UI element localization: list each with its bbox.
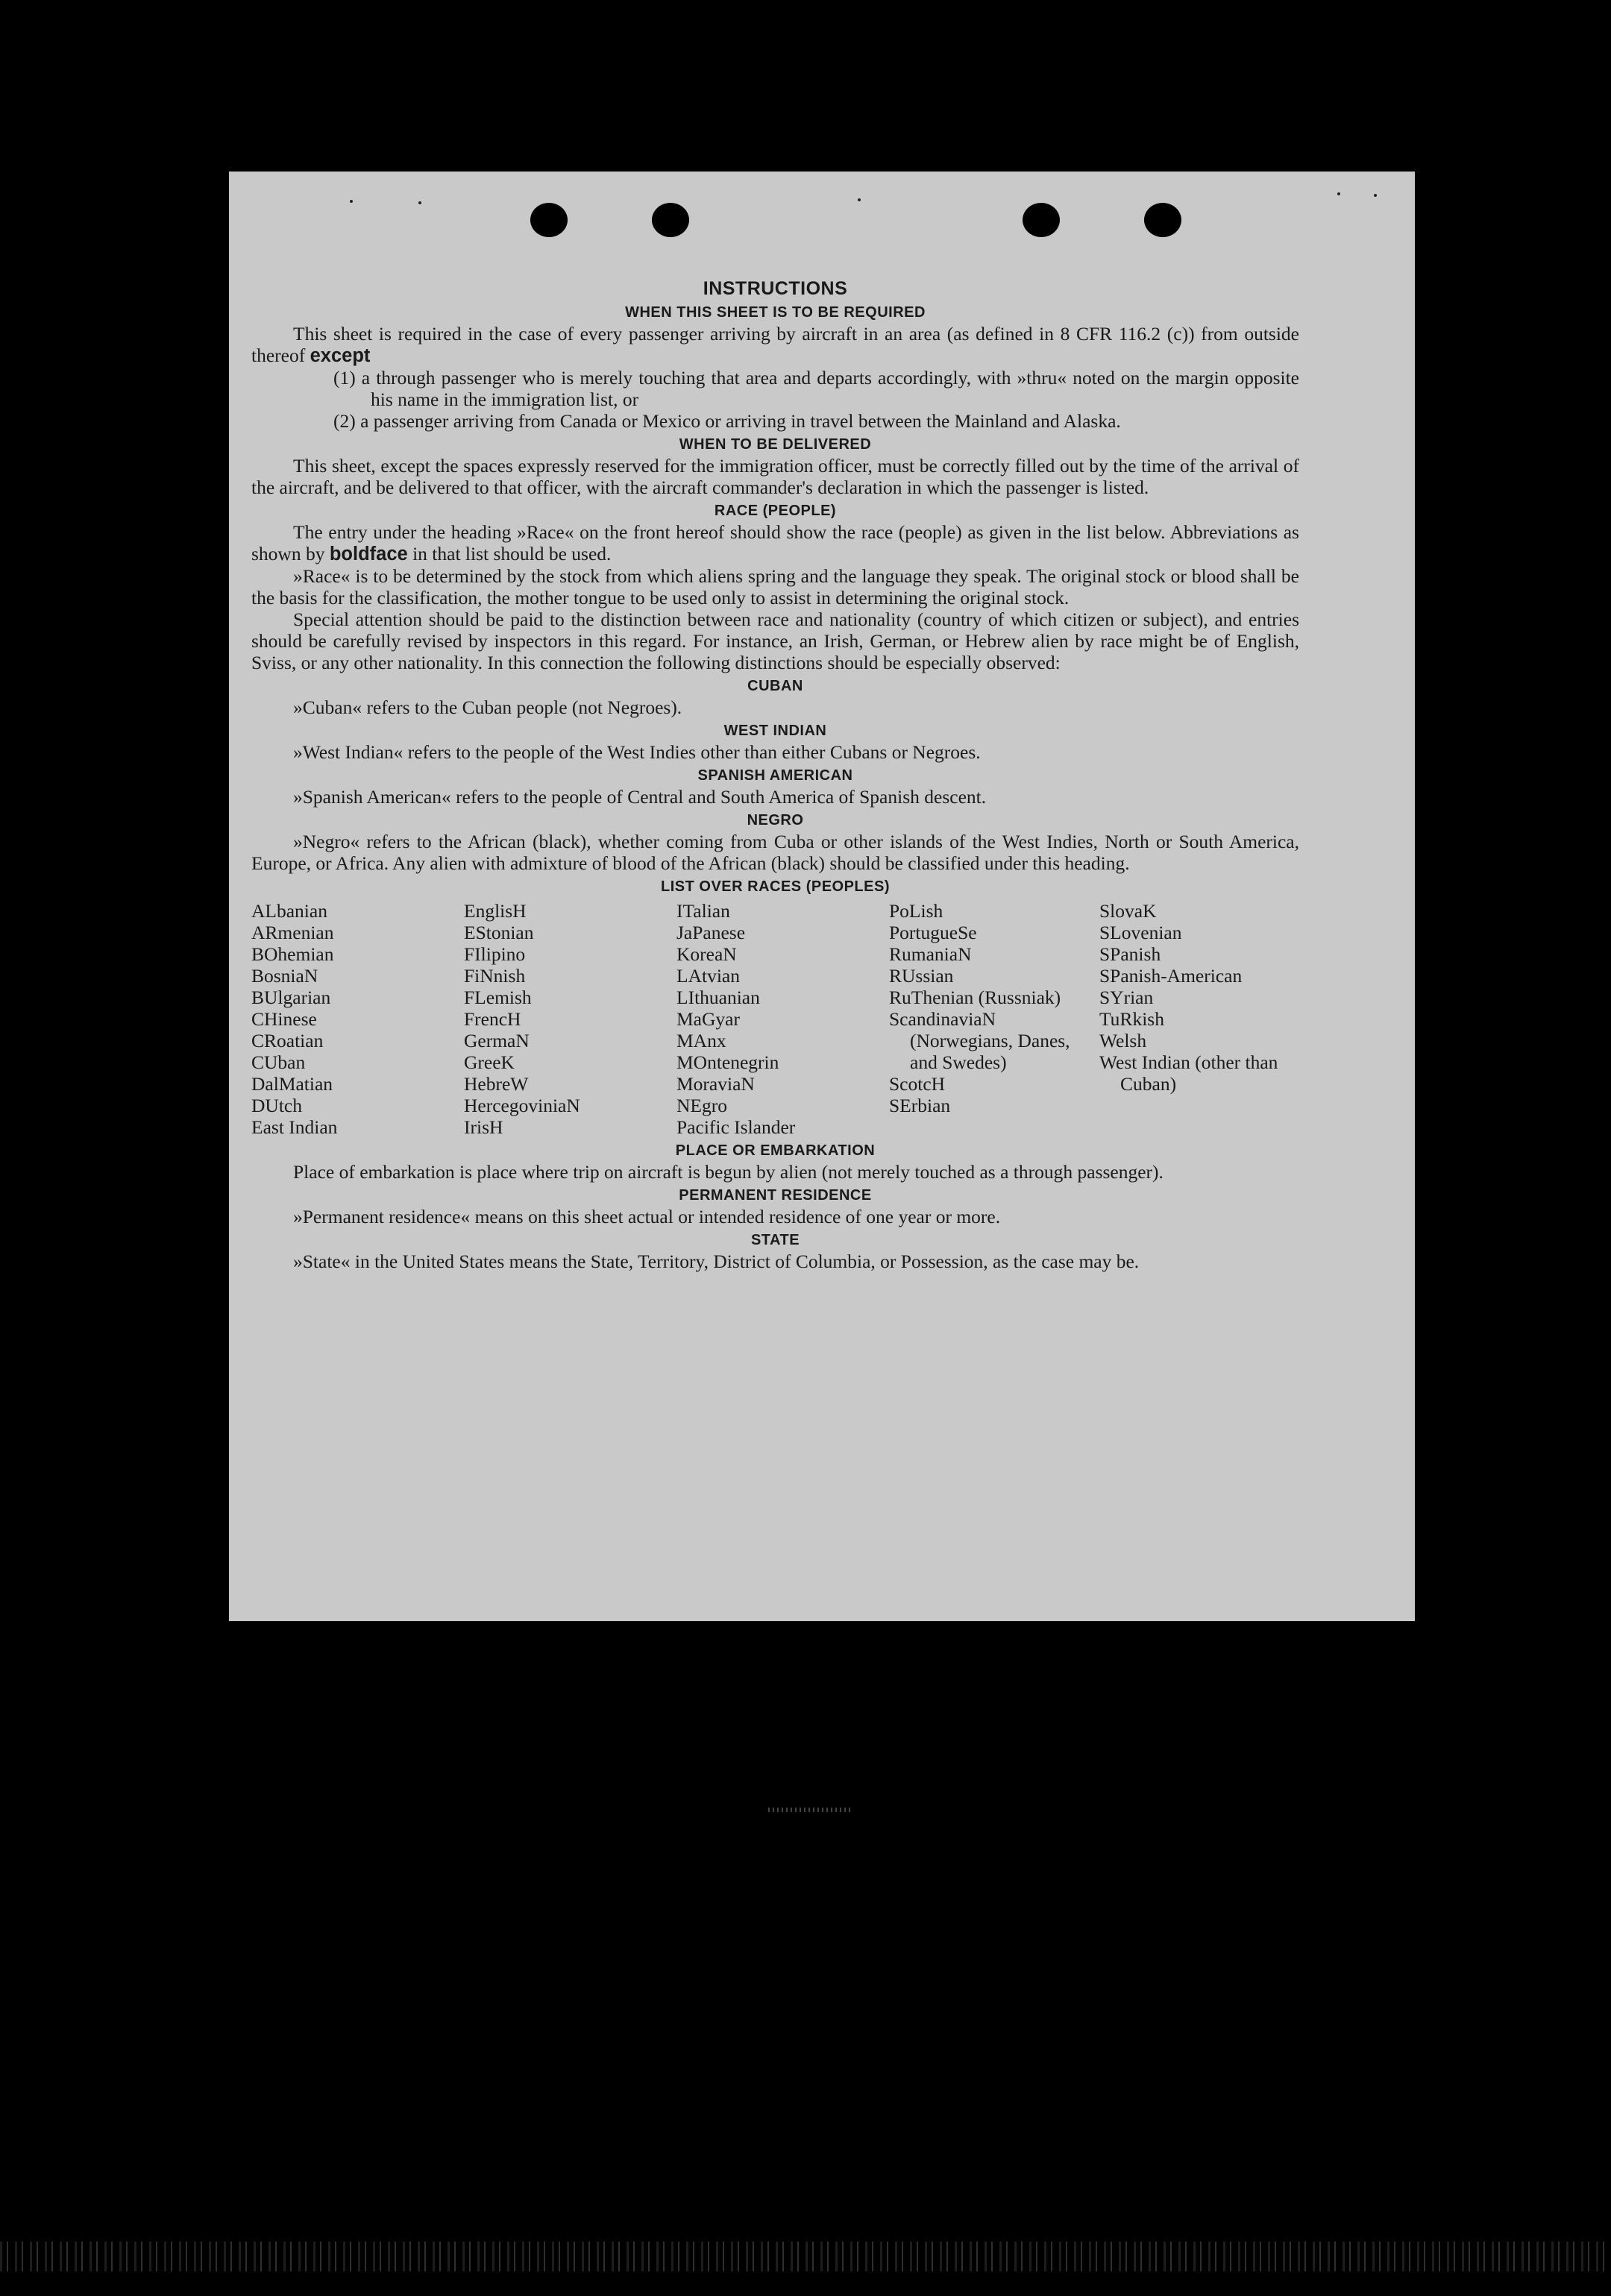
section-heading-delivered: WHEN TO BE DELIVERED: [679, 436, 872, 453]
race-list-item: DalMatian: [251, 1073, 333, 1095]
race-list-item: KoreaN: [676, 943, 737, 965]
race-list-item: ITalian: [676, 900, 730, 922]
race-list-item: PoLish: [889, 900, 943, 922]
race-list-item: CUban: [251, 1051, 306, 1073]
races-column-5: [1099, 900, 1299, 1138]
punch-hole: [1023, 203, 1060, 237]
page-title: INSTRUCTIONS: [703, 278, 848, 299]
race-list-item: HercegoviniaN: [464, 1095, 580, 1116]
race-list-item: SErbian: [889, 1095, 951, 1116]
race-p1-bold: boldface: [329, 544, 408, 564]
race-list-item: RUssian: [889, 965, 954, 987]
race-list-item: East Indian: [251, 1116, 338, 1138]
west-indian-text: »West Indian« refers to the people of the West Indies other than either Cubans or Negroes.: [293, 741, 981, 763]
races-column-1: [251, 900, 464, 1138]
race-list-item: ScandinaviaN (Norwegians, Danes, and Swedes): [889, 1008, 1070, 1073]
race-list-item: GermaN: [464, 1030, 530, 1051]
race-list-item: EnglisH: [464, 900, 527, 922]
race-list-item: West Indian (other than Cuban): [1099, 1051, 1278, 1095]
race-paragraph-1: [251, 521, 1299, 565]
residence-text: »Permanent residence« means on this sheet actual or intended residence of one year or more.: [293, 1206, 1001, 1227]
document-body: [251, 278, 1299, 1272]
races-column-2: [464, 900, 676, 1138]
required-item-2: (2) a passenger arriving from Canada or Mexico or arriving in travel between the Mainland and Alaska.: [333, 410, 1121, 432]
required-intro-emphasis: except: [310, 345, 371, 366]
section-heading-embarkation: PLACE OR EMBARKATION: [675, 1142, 876, 1159]
race-list-item: CRoatian: [251, 1030, 324, 1051]
section-heading-spanish-american: SPANISH AMERICAN: [697, 767, 853, 784]
scan-artifact: [768, 1808, 850, 1812]
race-list-item: JaPanese: [676, 922, 746, 943]
race-list-item: FiNnish: [464, 965, 526, 987]
punch-hole: [1144, 203, 1181, 237]
required-intro-text: This sheet is required in the case of every passenger arriving by aircraft in an area (as defined in 8 CFR 116.2 (c)) from outside thereof: [251, 323, 1299, 366]
race-list-item: DUtch: [251, 1095, 302, 1116]
race-list-item: IrisH: [464, 1116, 503, 1138]
section-heading-required: WHEN THIS SHEET IS TO BE REQUIRED: [625, 304, 926, 321]
race-list-item: TuRkish: [1099, 1008, 1164, 1030]
scan-artifact: [0, 2242, 1611, 2271]
races-list: [251, 900, 1299, 1138]
race-list-item: SPanish: [1099, 943, 1161, 965]
race-list-item: NEgro: [676, 1095, 727, 1116]
section-heading-cuban: CUBAN: [747, 678, 803, 694]
section-heading-west-indian: WEST INDIAN: [723, 723, 827, 739]
instruction-sheet: [229, 172, 1415, 1621]
races-column-3: [676, 900, 889, 1138]
race-list-item: ScotcH: [889, 1073, 946, 1095]
speck: [858, 198, 861, 201]
race-list-item: SLovenian: [1099, 922, 1182, 943]
race-list-item: GreeK: [464, 1051, 515, 1073]
race-list-item: ARmenian: [251, 922, 334, 943]
punch-hole: [652, 203, 689, 237]
race-list-item: CHinese: [251, 1008, 317, 1030]
race-paragraph-3: Special attention should be paid to the distinction between race and nationality (country of which citizen or subject), and entries should be carefully revised by inspectors in this regard. For instance, an Irish, German, or Hebrew alien by race might be of English, Sviss, or any other nationality. In this connection the following distinctions should be especially observed:: [251, 608, 1299, 673]
race-list-item: MoraviaN: [676, 1073, 755, 1095]
section-heading-races-list: LIST OVER RACES (PEOPLES): [661, 878, 890, 895]
speck: [1337, 192, 1340, 195]
negro-text: »Negro« refers to the African (black), whether coming from Cuba or other islands of the West Indies, North or South America, Europe, or Africa. Any alien with admixture of blood of the African (black) should be classified under this heading.: [251, 831, 1299, 874]
race-list-item: RumaniaN: [889, 943, 972, 965]
race-list-item: HebreW: [464, 1073, 529, 1095]
embarkation-text: Place of embarkation is place where trip on aircraft is begun by alien (not merely touched as a through passenger).: [293, 1161, 1164, 1183]
race-list-item: MAnx: [676, 1030, 726, 1051]
race-list-item: LIthuanian: [676, 987, 760, 1008]
section-heading-negro: NEGRO: [747, 812, 804, 828]
race-list-item: LAtvian: [676, 965, 740, 987]
race-list-item: RuThenian (Russniak): [889, 987, 1061, 1008]
delivered-text: This sheet, except the spaces expressly reserved for the immigration officer, must be correctly filled out by the time of the arrival of the aircraft, and be delivered to that officer, with the aircraft commander's declaration in which the passenger is listed.: [251, 455, 1299, 498]
section-heading-residence: PERMANENT RESIDENCE: [679, 1187, 872, 1204]
race-list-item: BosniaN: [251, 965, 318, 987]
spanish-american-text: »Spanish American« refers to the people of Central and South America of Spanish descent.: [293, 786, 987, 808]
races-column-4: [889, 900, 1099, 1138]
race-list-item: SlovaK: [1099, 900, 1157, 922]
race-list-item: BUlgarian: [251, 987, 331, 1008]
race-list-item: PortugueSe: [889, 922, 977, 943]
required-intro: [251, 323, 1299, 367]
race-list-item: EStonian: [464, 922, 534, 943]
punch-hole: [530, 203, 568, 237]
race-paragraph-2: »Race« is to be determined by the stock from which aliens spring and the language they speak. The original stock or blood shall be the basis for the classification, the mother tongue to be used only to assist in determining the original stock.: [251, 565, 1299, 608]
race-list-item: Welsh: [1099, 1030, 1147, 1051]
speck: [418, 201, 421, 204]
race-p1-text-end: in that list should be used.: [412, 543, 612, 564]
section-heading-state: STATE: [750, 1232, 800, 1248]
speck: [1374, 194, 1377, 197]
required-item-1: (1) a through passenger who is merely touching that area and departs accordingly, with »thru« noted on the margin opposite his name in the immigration list, or: [333, 367, 1299, 410]
race-list-item: MOntenegrin: [676, 1051, 779, 1073]
race-list-item: ALbanian: [251, 900, 327, 922]
race-list-item: SYrian: [1099, 987, 1154, 1008]
section-heading-race: RACE (PEOPLE): [714, 503, 837, 519]
race-list-item: MaGyar: [676, 1008, 740, 1030]
race-list-item: FLemish: [464, 987, 532, 1008]
state-text: »State« in the United States means the State, Territory, District of Columbia, or Possession, as the case may be.: [293, 1251, 1140, 1272]
race-list-item: SPanish-American: [1099, 965, 1243, 987]
race-list-item: FrencH: [464, 1008, 521, 1030]
race-p1-text: The entry under the heading »Race« on the front hereof should show the race (people) as given in the list below. Abbreviations as shown by: [251, 521, 1299, 564]
race-list-item: BOhemian: [251, 943, 334, 965]
race-list-item: Pacific Islander: [676, 1116, 796, 1138]
race-list-item: FIlipino: [464, 943, 526, 965]
cuban-text: »Cuban« refers to the Cuban people (not Negroes).: [293, 696, 682, 718]
speck: [350, 200, 353, 203]
